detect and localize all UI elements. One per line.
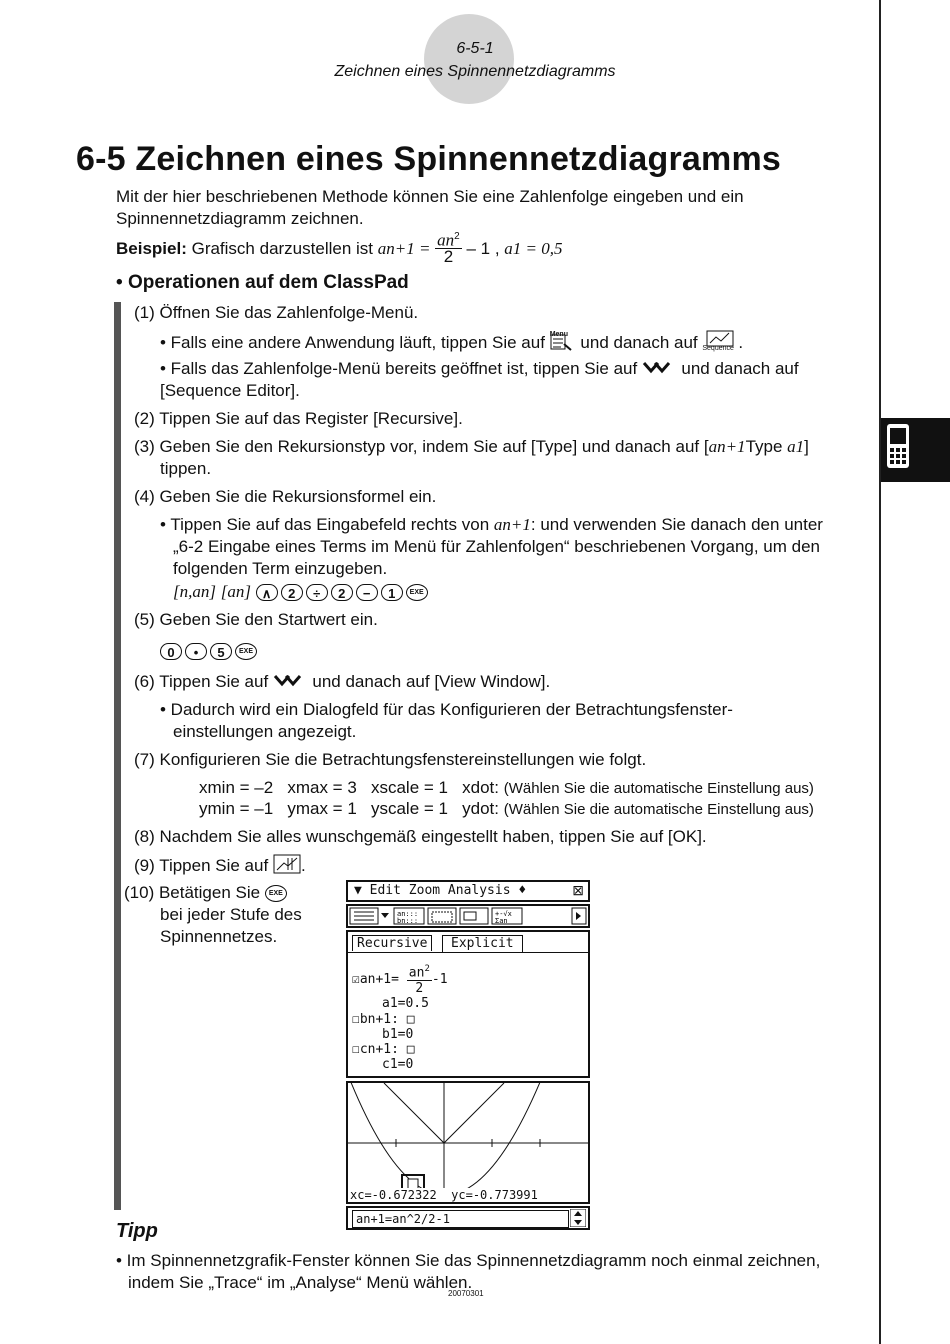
key-n-an[interactable]: [n,an] [173, 582, 216, 601]
calc-entry-bar [346, 1206, 590, 1230]
double-chevron-icon-2[interactable] [273, 674, 303, 688]
svg-text:Σan: Σan [495, 917, 508, 925]
example-init: a1 = 0,5 [504, 238, 563, 258]
row-a[interactable]: ☑an+1= $\frac{an^2}{2}$ -1 [352, 964, 448, 997]
row-c1[interactable]: c1=0 [382, 1057, 414, 1072]
running-title: Zeichnen eines Spinnennetzdiagramms [334, 63, 616, 80]
cobweb-graph [348, 1083, 588, 1202]
calculator-icon [881, 418, 950, 482]
calc-menubar [346, 880, 590, 902]
key-2[interactable]: 2 [281, 584, 303, 601]
menu-icon[interactable]: Menu [550, 330, 576, 354]
step-7-row-2: ymin = –1 ymax = 1 yscale = 1 ydot: (Wählen Sie die automatische Einstellung aus) [199, 799, 814, 818]
key-exe-2[interactable]: EXE [235, 643, 257, 660]
example-lhs: an+1 = [377, 238, 431, 258]
tab-recursive[interactable]: Recursive [352, 935, 432, 951]
step-4a: • Tippen Sie auf das Eingabefeld rechts von an+1: und verwenden Sie danach den unter „6-2 Eingabe eines Terms im Menü für Zahlenfolgen“ beschriebenen Vorgang, um den folgenden Term einzugeben. [160, 515, 823, 578]
double-chevron-icon[interactable] [642, 361, 672, 375]
footer-code: 20070301 [448, 1289, 484, 1298]
step-1: (1) Öffnen Sie das Zahlenfolge-Menü. [134, 303, 419, 322]
tip-text: • Im Spinnennetzgrafik-Fenster können Sie das Spinnennetzdiagramm noch einmal zeichnen, indem Sie „Trace“ im „Analyse“ Menü wählen. [116, 1251, 821, 1292]
key-dot[interactable]: • [185, 643, 207, 660]
calc-toolbar [346, 904, 590, 928]
step-2: (2) Tippen Sie auf das Register [Recursive]. [134, 409, 463, 428]
key-1[interactable]: 1 [381, 584, 403, 601]
key-power[interactable]: ∧ [256, 584, 278, 601]
step-1a: • Falls eine andere Anwendung läuft, tippen Sie auf Menu und danach auf Sequence . [160, 330, 743, 356]
step-5-keys [160, 640, 257, 662]
key-5[interactable]: 5 [210, 643, 232, 660]
key-0[interactable]: 0 [160, 643, 182, 660]
svg-text:an:::: an::: [397, 910, 419, 918]
entry-field[interactable]: an+1=an^2/2-1 [352, 1210, 569, 1228]
calc-close-icon[interactable]: ⊠ [572, 882, 584, 898]
sequence-icon[interactable]: Sequence [702, 330, 738, 356]
key-minus[interactable]: − [356, 584, 378, 601]
calc-graph[interactable] [346, 1081, 590, 1204]
svg-text:bn:::: bn::: [397, 917, 419, 925]
row-b1[interactable]: b1=0 [382, 1027, 414, 1042]
header-circle [424, 14, 514, 104]
page-title: 6-5 Zeichnen eines Spinnennetzdiagramms [76, 140, 781, 178]
step-8: (8) Nachdem Sie alles wunschgemäß eingestellt haben, tippen Sie auf [OK]. [134, 827, 707, 846]
row-c[interactable]: ☐cn+1: □ [352, 1042, 415, 1057]
step-9: (9) Tippen Sie auf . [134, 856, 306, 875]
example-tail: – 1 , [466, 238, 500, 258]
graph-icon[interactable] [273, 854, 301, 874]
key-divide[interactable]: ÷ [306, 584, 328, 601]
key-exe[interactable]: EXE [406, 584, 428, 601]
chapter-tab [881, 418, 950, 482]
svg-text:+-√x: +-√x [495, 910, 512, 918]
key-2b[interactable]: 2 [331, 584, 353, 601]
section-heading: • Operationen auf dem ClassPad [116, 272, 409, 293]
example-text: Grafisch darzustellen ist [191, 238, 373, 258]
steps-side-bar [114, 302, 121, 1210]
step-6a: • Dadurch wird ein Dialogfeld für das Konfigurieren der Betrachtungsfenster- einstellungen angezeigt. [160, 700, 733, 741]
key-an[interactable]: [an] [220, 582, 251, 601]
step-4: (4) Geben Sie die Rekursionsformel ein. [134, 487, 437, 506]
example-label: Beispiel: [116, 238, 187, 258]
cursor-coords: xc=-0.672322 yc=-0.773991 [350, 1188, 538, 1202]
example-fraction: $\frac{an^2}{2}$ [437, 230, 460, 266]
step-10: (10) Betätigen Sie EXE bei jeder Stufe des Spinnennetzes. [124, 883, 302, 946]
tab-explicit[interactable]: Explicit [442, 935, 523, 953]
step-5: (5) Geben Sie den Startwert ein. [134, 610, 378, 629]
page-margin-rule [879, 0, 881, 1344]
step-3: (3) Geben Sie den Rekursionstyp vor, indem Sie auf [Type] und danach auf [an+1Type a1] tippen. [134, 437, 809, 478]
intro-text: Mit der hier beschriebenen Methode können Sie eine Zahlenfolge eingeben und ein Spinnennetzdiagramm zeichnen. [116, 187, 744, 228]
row-a1[interactable]: a1=0.5 [382, 996, 429, 1011]
key-exe-3[interactable]: EXE [265, 885, 287, 902]
step-6: (6) Tippen Sie auf und danach auf [View Window]. [134, 672, 551, 691]
step-7-row-1: xmin = –2 xmax = 3 xscale = 1 xdot: (Wählen Sie die automatische Einstellung aus) [199, 778, 814, 797]
example-line [116, 232, 563, 272]
row-b[interactable]: ☐bn+1: □ [352, 1012, 415, 1027]
calc-menu[interactable]: ▼ Edit Zoom Analysis ♦ [354, 883, 527, 898]
calc-editor [346, 930, 590, 1078]
scroll-arrows-icon[interactable] [570, 1209, 586, 1227]
tip-heading: Tipp [116, 1220, 158, 1242]
page-number: 6-5-1 [456, 40, 494, 57]
step-4-keys [173, 581, 428, 603]
step-1b: • Falls das Zahlenfolge-Menü bereits geöffnet ist, tippen Sie auf und danach auf [Sequence Editor]. [160, 359, 799, 400]
step-7: (7) Konfigurieren Sie die Betrachtungsfenstereinstellungen wie folgt. [134, 750, 647, 769]
